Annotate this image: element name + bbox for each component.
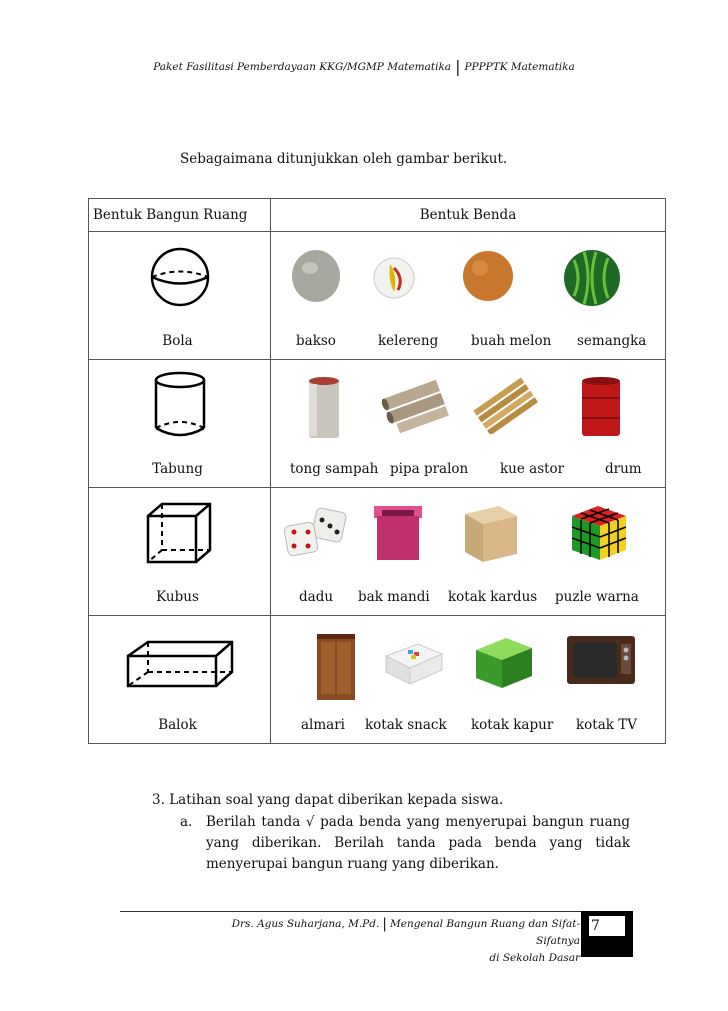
object-label: pipa pralon — [390, 461, 469, 477]
page-number-box — [581, 911, 633, 957]
footer-divider — [120, 911, 585, 912]
shape-label-tabung: Tabung — [152, 461, 203, 477]
wardrobe-image-icon — [311, 630, 361, 702]
cube-shape-icon — [142, 498, 218, 568]
object-label: kelereng — [378, 333, 439, 349]
object-label: bak mandi — [358, 589, 430, 605]
object-label: kotak snack — [365, 717, 447, 733]
footer-title-line1: Mengenal Bangun Ruang dan Sifat-Sifatnya — [390, 918, 580, 947]
footer-author: Drs. Agus Suharjana, M.Pd. — [231, 918, 380, 930]
trash-can-image-icon — [299, 374, 349, 444]
watermelon-image-icon — [560, 246, 624, 310]
sphere-shape-icon — [145, 242, 215, 312]
intro-text: Sebagaimana ditunjukkan oleh gambar berikut. — [180, 151, 508, 167]
bathtub-image-icon — [368, 502, 428, 562]
shapes-table — [88, 198, 666, 744]
page-footer — [190, 916, 580, 967]
meatball-image-icon — [286, 246, 346, 306]
object-label: semangka — [577, 333, 647, 349]
page-header — [0, 57, 728, 76]
object-label: buah melon — [471, 333, 552, 349]
object-label: bakso — [296, 333, 336, 349]
object-label: almari — [301, 717, 345, 733]
header-right-text: PPPPTK Matematika — [464, 61, 575, 73]
cuboid-shape-icon — [122, 626, 238, 696]
col2-header: Bentuk Benda — [271, 199, 666, 232]
header-left-text: Paket Fasilitasi Pemberdayaan KKG/MGMP Matematika — [153, 61, 452, 73]
shape-label-bola: Bola — [162, 333, 193, 349]
header-separator: | — [455, 57, 461, 76]
tv-box-image-icon — [563, 630, 639, 690]
dice-image-icon — [278, 502, 354, 562]
table-row — [89, 360, 666, 488]
object-label: dadu — [299, 589, 334, 605]
section-3 — [152, 792, 503, 808]
table-header-row — [89, 199, 666, 232]
section-text: Latihan soal yang dapat diberikan kepada siswa. — [169, 792, 504, 808]
cardboard-box-image-icon — [459, 502, 523, 566]
section-number: 3. — [152, 792, 165, 808]
object-label: kue astor — [500, 461, 565, 477]
object-label: tong sampah — [290, 461, 379, 477]
footer-title-line2: di Sekolah Dasar — [489, 952, 580, 964]
col1-header: Bentuk Bangun Ruang — [89, 199, 271, 232]
melon-image-icon — [458, 246, 518, 306]
object-label: drum — [605, 461, 642, 477]
snack-box-image-icon — [382, 630, 446, 690]
astor-wafer-image-icon — [469, 374, 539, 434]
chalk-box-image-icon — [472, 630, 536, 694]
shape-label-kubus: Kubus — [156, 589, 199, 605]
page-number: 7 — [589, 916, 625, 936]
footer-separator: | — [382, 916, 387, 932]
object-label: kotak TV — [576, 717, 638, 733]
item-a — [180, 812, 630, 875]
table-row — [89, 232, 666, 360]
object-label: kotak kardus — [448, 589, 538, 605]
drum-image-icon — [576, 374, 626, 440]
item-text: Berilah tanda √ pada benda yang menyerupai bangun ruang yang diberikan. Berilah tanda pada benda yang tidak menyerupai bangun ruang yang diberikan. — [206, 814, 630, 872]
table-row — [89, 488, 666, 616]
object-label: puzle warna — [555, 589, 639, 605]
object-label: kotak kapur — [471, 717, 554, 733]
table-row — [89, 616, 666, 744]
pipe-image-icon — [381, 374, 451, 434]
item-marker: a. — [180, 814, 193, 830]
shape-label-balok: Balok — [158, 717, 197, 733]
marble-image-icon — [364, 246, 424, 306]
cylinder-shape-icon — [150, 370, 210, 440]
rubiks-cube-image-icon — [568, 502, 630, 564]
